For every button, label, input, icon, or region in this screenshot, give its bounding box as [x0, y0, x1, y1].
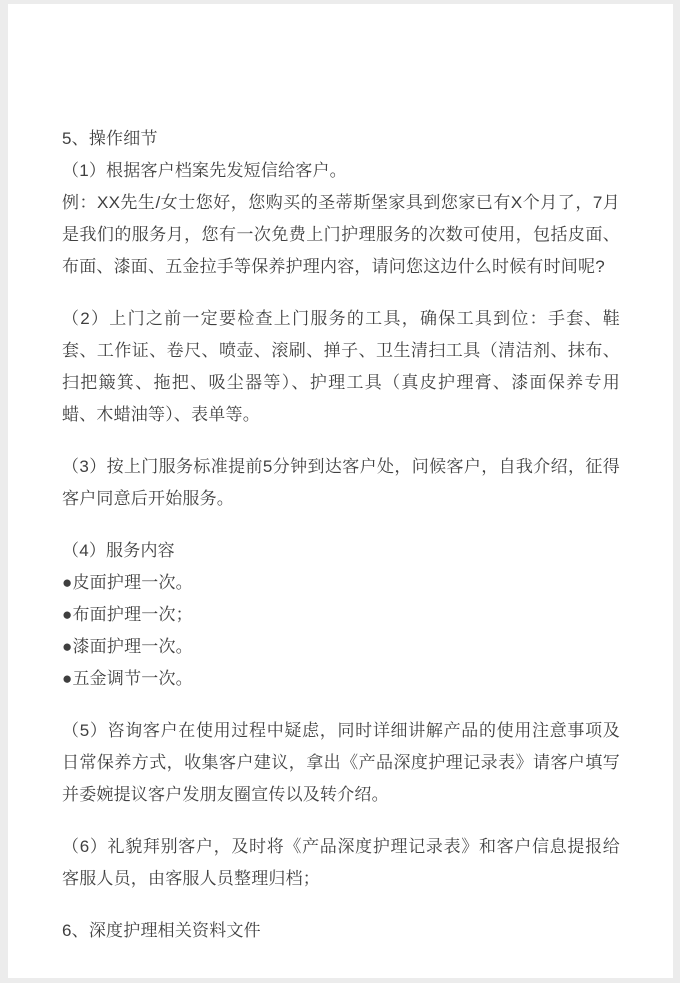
bullet-item — [62, 599, 620, 631]
bullet-icon: ● — [62, 573, 73, 592]
bullet-text: 漆面护理一次。 — [72, 637, 193, 656]
bullet-icon: ● — [62, 669, 73, 688]
section-5-item-1: （1）根据客户档案先发短信给客户。 — [62, 161, 347, 180]
section-5-example-paragraph: 例：XX先生/女士您好，您购买的圣蒂斯堡家具到您家已有X个月了，7月是我们的服务月，您有一次免费上门护理服务的次数可使用，包括皮面、布面、漆面、五金拉手等保养护理内容，请问您这边什么时候有时间呢? — [62, 193, 620, 276]
bullet-text: 布面护理一次； — [72, 605, 193, 624]
document-page — [8, 4, 673, 978]
bullet-text: 皮面护理一次。 — [72, 573, 193, 592]
section-5-item-4: （4）服务内容 — [62, 541, 175, 560]
section-5-item-6: （6）礼貌拜别客户，及时将《产品深度护理记录表》和客户信息提报给客服人员，由客服人员整理归档； — [62, 837, 620, 888]
section-6-heading: 6、深度护理相关资料文件 — [62, 921, 261, 940]
bullet-text: 五金调节一次。 — [72, 669, 193, 688]
section-5-item-3: （3）按上门服务标准提前5分钟到达客户处，问候客户，自我介绍，征得客户同意后开始服务。 — [62, 457, 620, 508]
bullet-icon: ● — [62, 637, 73, 656]
document-content — [8, 4, 673, 947]
section-5-item-5: （5）咨询客户在使用过程中疑虑，同时详细讲解产品的使用注意事项及日常保养方式，收集客户建议，拿出《产品深度护理记录表》请客户填写并委婉提议客户发朋友圈宣传以及转介绍。 — [62, 721, 620, 804]
bullet-item — [62, 567, 620, 599]
bullet-icon: ● — [62, 605, 73, 624]
bullet-item — [62, 663, 620, 695]
bullet-item — [62, 631, 620, 663]
section-5-item-2: （2）上门之前一定要检查上门服务的工具，确保工具到位：手套、鞋套、工作证、卷尺、喷壶、滚刷、掸子、卫生清扫工具（清洁剂、抹布、扫把簸箕、拖把、吸尘器等）、护理工具（真皮护理膏、漆面保养专用蜡、木蜡油等）、表单等。 — [62, 309, 620, 424]
section-5-heading: 5、操作细节 — [62, 129, 158, 148]
